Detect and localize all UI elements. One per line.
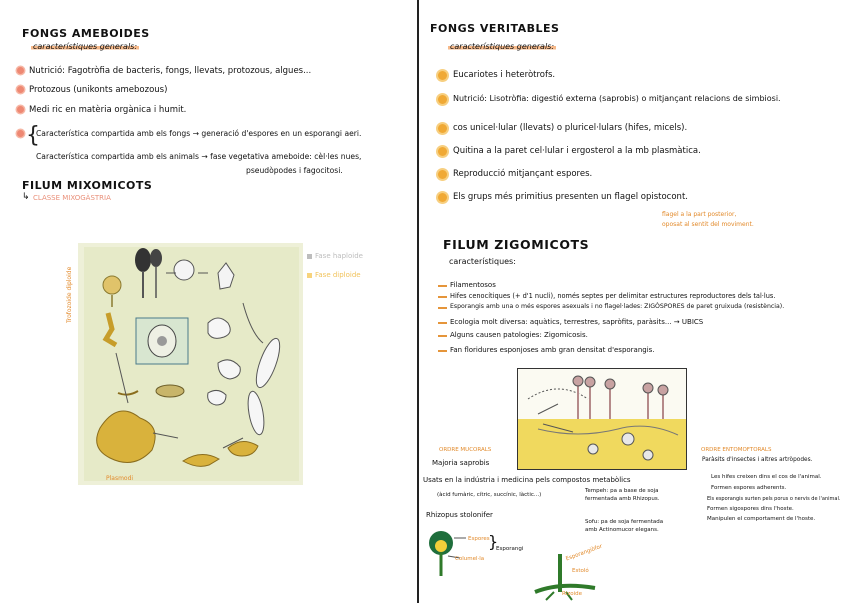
arrow-icon: ↳ (22, 192, 30, 202)
figure-caption-bottom: Plasmodi (106, 475, 134, 482)
left-subtitle: característiques generals: (33, 42, 138, 51)
rhizopus-title: Rhizopus stolonifer (426, 511, 493, 519)
mixomicot-life-cycle-figure (66, 243, 303, 485)
right-item-5: Reproducció mitjançant espores. (453, 169, 593, 179)
entomo-line-1: Les hifes creixen dins el cos de l'animal. (711, 474, 822, 480)
zygo-item-2: Hifes cenocítiques (+ d'1 nucli), només septes per delimitar estructures reproductores dels tal·lus. (450, 292, 776, 300)
right-item-2: Nutrició: Lisotròfia: digestió externa (saprobis) o mitjançant relacions de simbiosi. (453, 94, 781, 103)
zygomycete-cycle-figure (517, 368, 687, 470)
bullet-icon (438, 124, 447, 133)
dash-icon (438, 322, 447, 324)
zygo-item-6: Fan floridures esponjoses amb gran densitat d'esporangis. (450, 346, 655, 354)
zygo-item-1: Filamentosos (450, 281, 496, 289)
mucorals-text1: Usats en la indústria i medicina pels compostos metabòlics (423, 476, 631, 484)
phylum-title: FILUM MIXOMICOTS (22, 179, 153, 192)
bullet-icon (438, 193, 447, 202)
zygo-item-3: Esporangis amb una o més espores asexuals i no flagel·lades: ZIGÒSPORES de paret gruixuda (resistència). (450, 303, 785, 310)
dash-icon (438, 296, 447, 298)
left-item-4: Característica compartida amb els fongs → generació d'espores en un esporangi aeri. (36, 129, 362, 138)
dash-icon (438, 285, 447, 287)
right-subtitle: característiques generals: (450, 42, 555, 51)
dash-icon (438, 335, 447, 337)
right-item-4: Quitina a la paret cel·lular i ergosterol a la mb plasmàtica. (453, 146, 701, 156)
zygo-item-4: Ecologia molt diversa: aquàtics, terrestres, sapròfits, paràsits... → UBICS (450, 318, 704, 326)
dash-icon (438, 350, 447, 352)
entomo-line-2: Formen espores adherents. (711, 485, 787, 491)
left-item-3: Medi ric en matèria orgànica i humit. (29, 105, 187, 115)
zygo-item-5: Alguns causen patologies: Zigomicosis. (450, 331, 588, 339)
phylum-class: CLASSE MIXOGÀSTRIA (33, 194, 111, 202)
life-cycle-drawing (78, 243, 303, 485)
left-item-2: Protozous (unikonts amebozous) (29, 85, 168, 95)
bullet-icon (17, 130, 24, 137)
mucorals-sub: Majoria saprobis (432, 459, 490, 467)
flagel-note: flagel a la part posterior, oposat al sentit del moviment. (662, 211, 754, 228)
left-title: FONGS AMEBOIDES (22, 27, 150, 40)
entomo-line-3: Els esporangis surten pels porus o nervis de l'animal. (707, 496, 841, 502)
entomo-line-4: Formen sigospores dins l'hoste. (707, 506, 794, 512)
legend-haploid-swatch (307, 254, 312, 259)
mucorals-note2: Sofu: pa de soja fermentada amb Actinomucor elegans. (585, 519, 664, 533)
left-item-6: pseudòpodes i fagocitosi. (246, 166, 343, 175)
bullet-icon (438, 170, 447, 179)
zygo-subtitle: característiques: (449, 257, 516, 266)
entomo-heading: ORDRE ENTOMOFTORALS (701, 447, 772, 453)
right-item-3: cos unicel·lular (llevats) o pluricel·lulars (hifes, micels). (453, 123, 688, 133)
zygo-title: FILUM ZIGOMICOTS (443, 237, 590, 252)
columella-label: Columel·la (455, 556, 485, 562)
left-item-1: Nutrició: Fagotròfia de bacteris, fongs, llevats, protozous, algues... (29, 66, 312, 76)
bullet-icon (17, 67, 24, 74)
esporangi-label: Esporangi (496, 546, 524, 552)
brace-icon: } (488, 532, 499, 551)
brace-icon: { (26, 123, 40, 148)
rizoide-label: Rizoide (562, 591, 583, 597)
legend-diploid: Fase diploide (315, 271, 361, 279)
bullet-icon (438, 95, 447, 104)
legend-diploid-swatch (307, 273, 312, 278)
mucorals-heading: ORDRE MUCORALS (439, 447, 492, 453)
esporangiofor-label: Esporangiòfor (565, 543, 604, 563)
spores-label: Espores (468, 536, 490, 542)
figure-caption-left: Trofozoide diploide (66, 266, 73, 323)
estolo-label: Estoló (572, 568, 589, 574)
bullet-icon (438, 147, 447, 156)
left-item-5: Característica compartida amb els animals → fase vegetativa ameboide: cèl·les nues, (36, 152, 362, 161)
mucorals-note1: Tempeh: pa a base de soja fermentada amb Rhizopus. (585, 488, 660, 502)
bullet-icon (17, 106, 24, 113)
entomo-line-5: Manipulen el comportament de l'hoste. (707, 516, 816, 522)
column-divider (417, 0, 419, 603)
entomo-sub: Paràsits d'insectes i altres artròpodes. (702, 457, 813, 463)
zygomycete-drawing (518, 369, 686, 469)
dash-icon (438, 307, 447, 309)
right-item-1: Eucariotes i heteròtrofs. (453, 70, 556, 80)
mucorals-text2: (àcid fumàric, cítric, succínic, làctic...) (437, 492, 542, 498)
bullet-icon (17, 86, 24, 93)
right-item-6: Els grups més primitius presenten un flagel opistocont. (453, 192, 688, 202)
legend-haploid: Fase haploide (315, 252, 363, 260)
bullet-icon (438, 71, 447, 80)
right-title: FONGS VERITABLES (430, 22, 560, 35)
